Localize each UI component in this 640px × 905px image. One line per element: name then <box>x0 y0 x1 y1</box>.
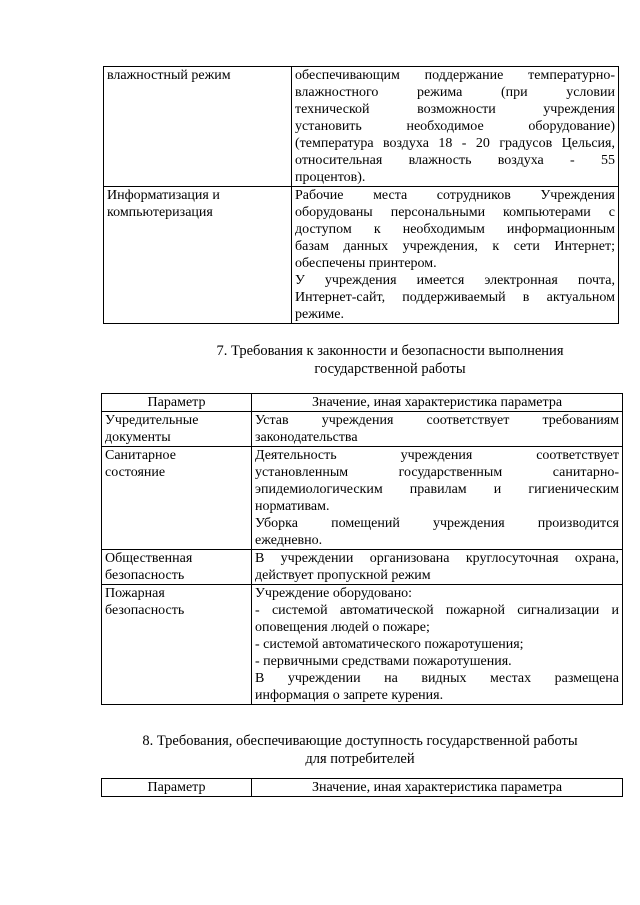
section-title-line: 7. Требования к законности и безопасности выполнения <box>216 343 564 359</box>
table-row <box>104 67 619 187</box>
param-text: Общественная <box>105 551 193 566</box>
value-line: действует пропускной режим <box>255 568 431 583</box>
value-line: (температура воздуха 18 - 20 градусов Цельсия, <box>295 136 615 151</box>
value-line: - системой автоматического пожаротушения; <box>255 637 524 652</box>
table-legality-safety-body <box>101 411 623 705</box>
value-line: В учреждении на видных местах размещена <box>255 671 619 686</box>
column-header-param: Параметр <box>102 779 252 797</box>
value-line: информация о запрете курения. <box>255 688 444 703</box>
value-line: Рабочие места сотрудников Учреждения <box>295 188 615 203</box>
section-8-heading <box>100 732 620 768</box>
table-row <box>102 585 623 705</box>
value-line: режиме. <box>295 307 344 322</box>
table-header-row <box>102 779 623 797</box>
value-cell <box>252 585 623 705</box>
value-line: процентов). <box>295 170 366 185</box>
param-text: влажностный режим <box>107 68 231 83</box>
value-cell <box>252 447 623 550</box>
section-title-line: 8. Требования, обеспечивающие доступность государственной работы <box>142 733 578 749</box>
param-text: Пожарная <box>105 586 165 601</box>
table-row <box>102 447 623 550</box>
value-cell <box>292 187 619 324</box>
column-header-value: Значение, иная характеристика параметра <box>252 779 623 797</box>
table-legality-safety <box>101 393 623 412</box>
param-cell <box>102 447 252 550</box>
param-text: безопасность <box>105 603 185 618</box>
value-cell <box>252 550 623 585</box>
table-row <box>102 412 623 447</box>
value-line: оповещения людей о пожаре; <box>255 620 430 635</box>
value-line: эпидемиологическим правилам и гигиеническим <box>255 482 619 497</box>
value-line: базам данных учреждения, к сети Интернет; <box>295 239 615 254</box>
column-header-param: Параметр <box>102 394 252 412</box>
table-accessibility <box>101 778 623 797</box>
section-title-line: государственной работы <box>314 361 466 377</box>
value-line: оборудованы персональными компьютерами с <box>295 205 615 220</box>
param-text: безопасность <box>105 568 185 583</box>
value-line: Устав учреждения соответствует требованиям <box>255 413 619 428</box>
value-line: Уборка помещений учреждения производится <box>255 516 619 531</box>
value-line: законодательства <box>255 430 358 445</box>
value-line: - первичными средствами пожаротушения. <box>255 654 512 669</box>
section-7-heading <box>160 342 620 378</box>
value-line: ежедневно. <box>255 533 323 548</box>
section-title-line: для потребителей <box>305 751 415 767</box>
value-line: технической возможности учреждения <box>295 102 615 117</box>
value-line: - системой автоматической пожарной сигнализации и <box>255 603 619 618</box>
value-line: установить необходимое оборудование) <box>295 119 615 134</box>
param-text: состояние <box>105 465 166 480</box>
table-row <box>104 187 619 324</box>
param-text: Санитарное <box>105 448 176 463</box>
param-text: Учредительные <box>105 413 199 428</box>
column-header-value: Значение, иная характеристика параметра <box>252 394 623 412</box>
table-conditions-continued <box>103 66 619 324</box>
value-cell <box>292 67 619 187</box>
param-cell <box>102 550 252 585</box>
table-row <box>102 550 623 585</box>
table-header-row <box>102 394 623 412</box>
param-text: документы <box>105 430 171 445</box>
param-cell <box>102 412 252 447</box>
value-line: нормативам. <box>255 499 330 514</box>
value-line: влажностного режима (при условии <box>295 85 615 100</box>
param-text: компьютеризация <box>107 205 213 220</box>
param-text: Информатизация и <box>107 188 220 203</box>
param-cell <box>104 187 292 324</box>
value-line: В учреждении организована круглосуточная охрана, <box>255 551 619 566</box>
value-line: обеспечены принтером. <box>295 256 437 271</box>
value-line: обеспечивающим поддержание температурно- <box>295 68 615 83</box>
value-line: установленным государственным санитарно- <box>255 465 619 480</box>
param-cell <box>104 67 292 187</box>
value-line: Интернет-сайт, поддерживаемый в актуальном <box>295 290 615 305</box>
value-line: относительная влажность воздуха - 55 <box>295 153 615 168</box>
value-cell <box>252 412 623 447</box>
value-line: доступом к необходимым информационным <box>295 222 615 237</box>
value-line: У учреждения имеется электронная почта, <box>295 273 615 288</box>
value-line: Деятельность учреждения соответствует <box>255 448 619 463</box>
value-line: Учреждение оборудовано: <box>255 586 413 601</box>
param-cell <box>102 585 252 705</box>
